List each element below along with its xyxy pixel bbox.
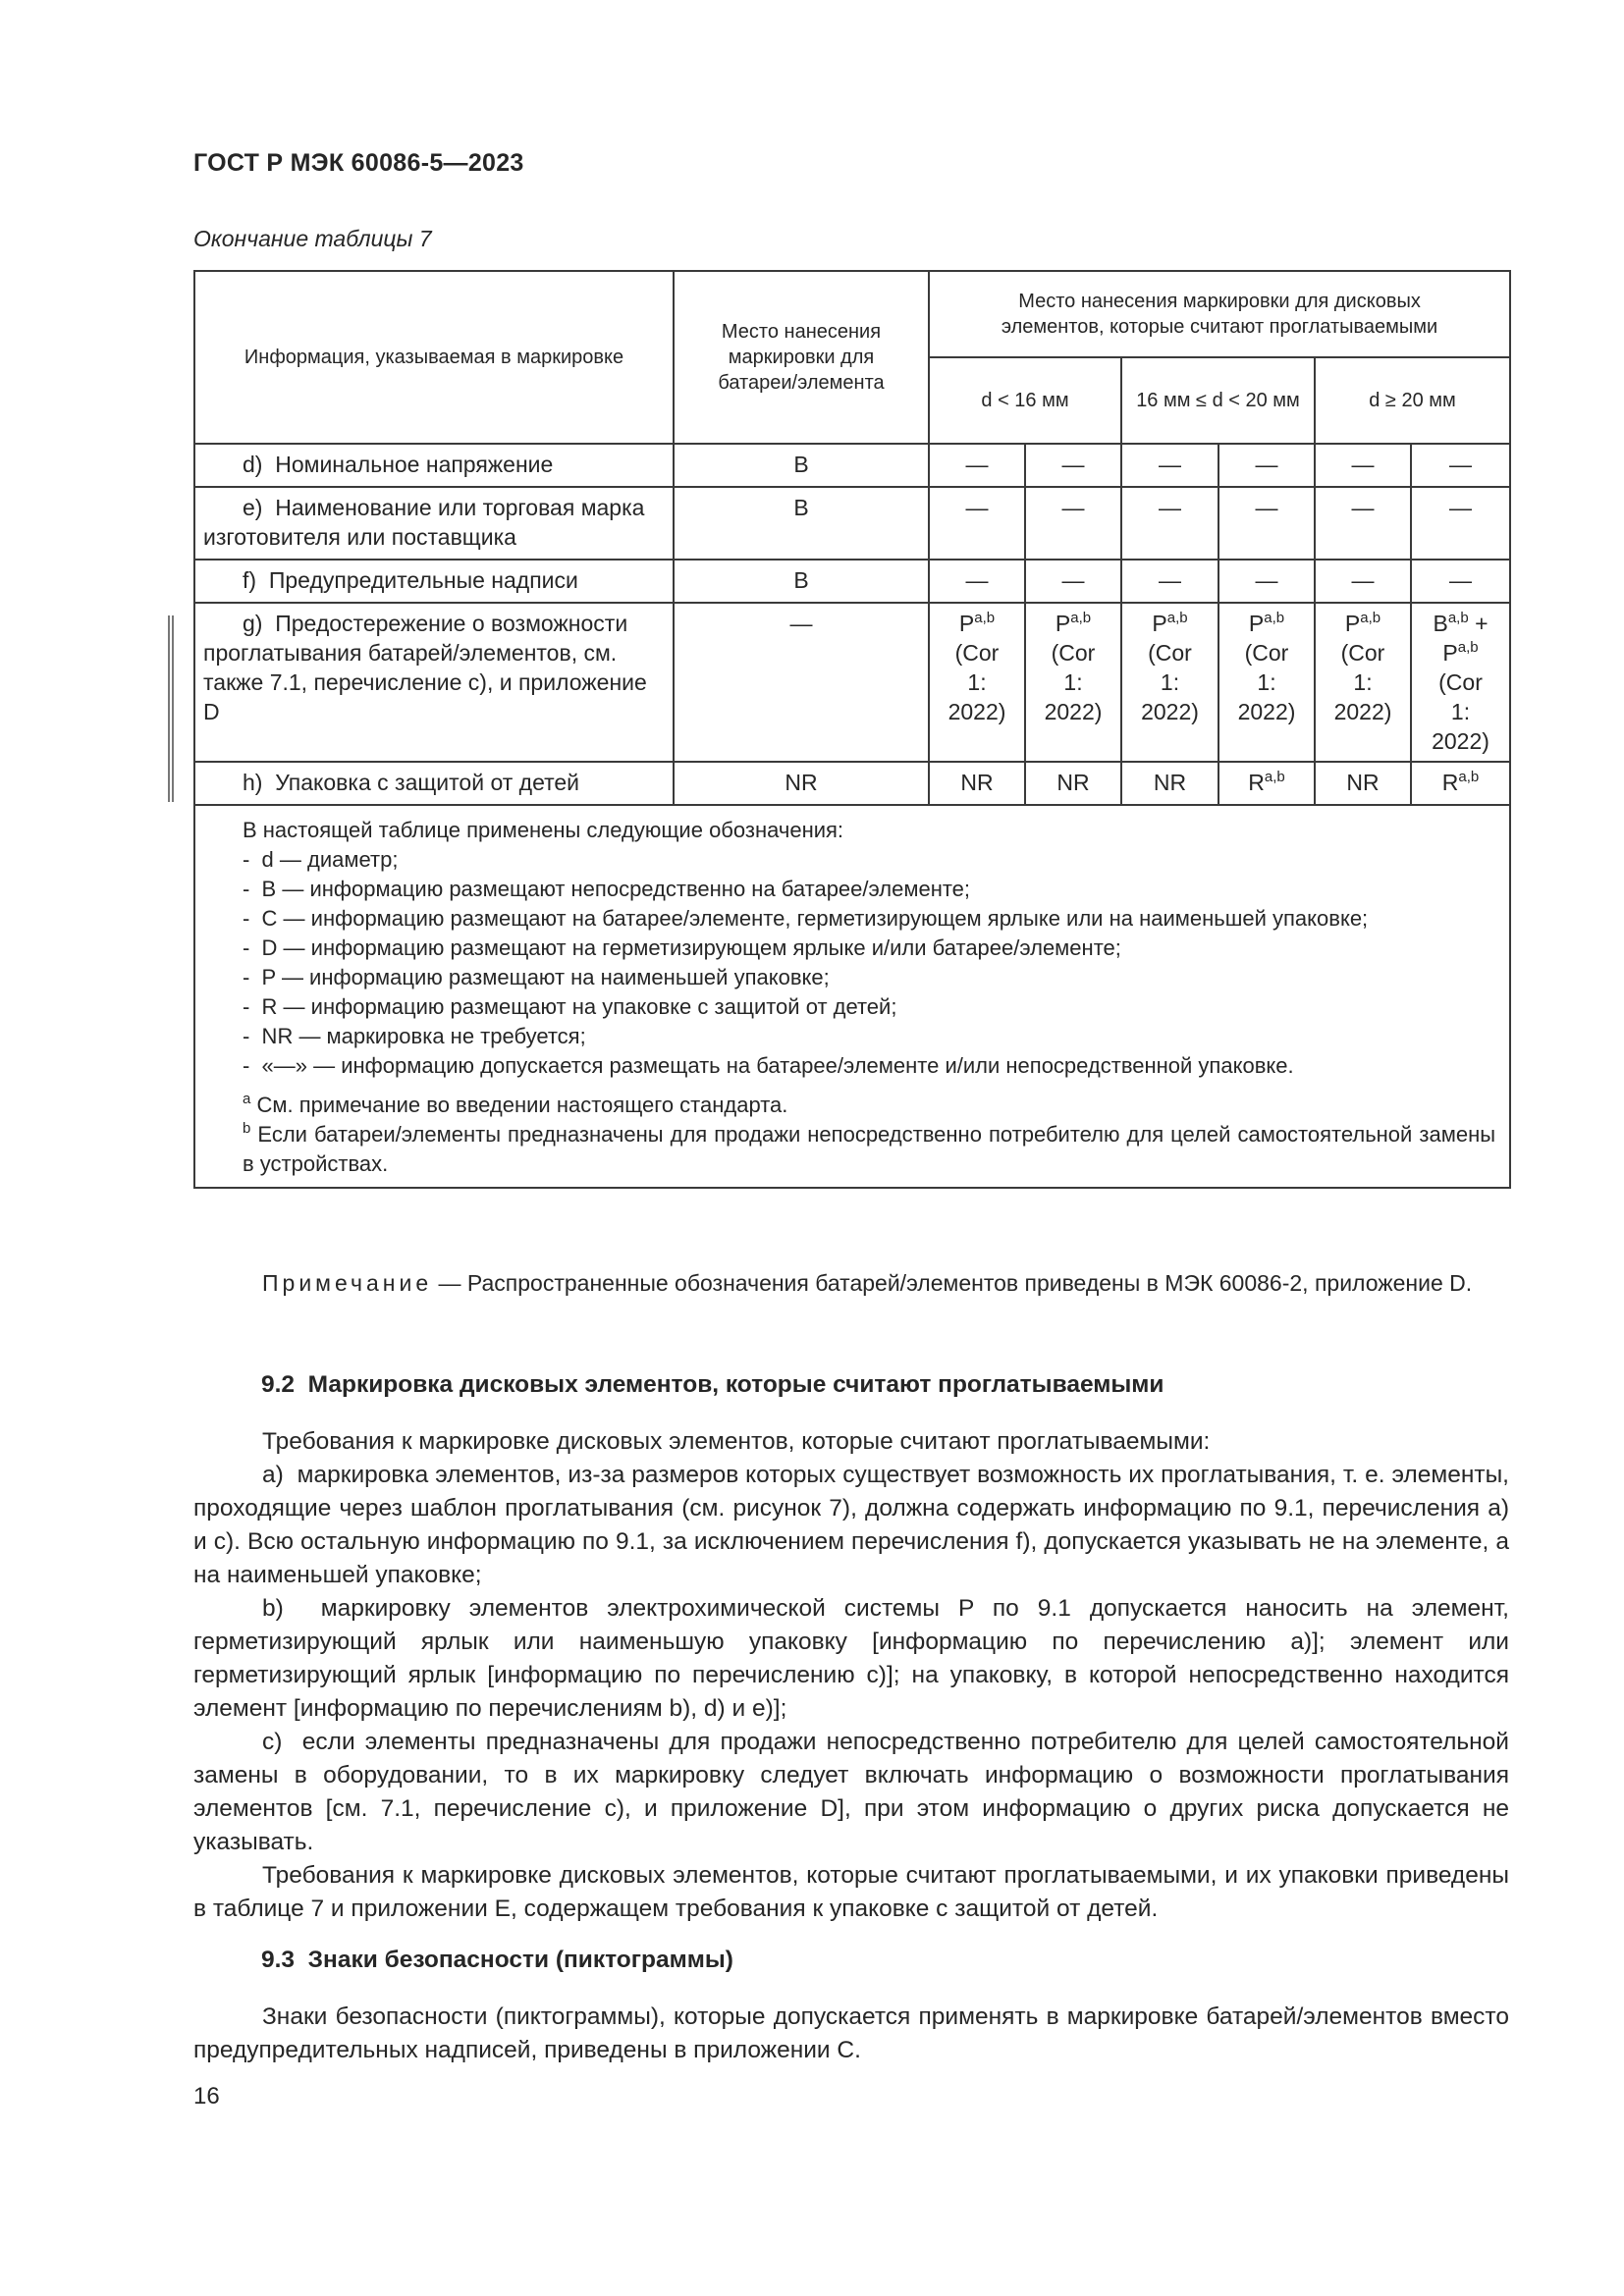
row-label: h) Упаковка с защитой от детей	[243, 770, 580, 795]
cell-cor: (Cor	[1340, 640, 1385, 666]
notes-item: - P — информацию размещают на наименьшей упаковке;	[243, 965, 830, 989]
cell-letter: P	[1055, 611, 1071, 636]
cell-cor: (Cor	[1051, 640, 1096, 666]
notes-item: - B — информацию размещают непосредственно на батарее/элементе;	[243, 877, 971, 901]
table-caption: Окончание таблицы 7	[193, 226, 432, 251]
paragraph: a) маркировка элементов, из-за размеров которых существует возможность их проглатывания, т. е. элементы, проходящие через шаблон проглатывания (см. рисунок 7), должна содержать информацию по 9.1, перечисления a) и c). Всю остальную информацию по 9.1, за исключением перечисления f), допускается указывать не на элементе, а на наименьшей упаковке;	[193, 1462, 1509, 1588]
cell-cor: 2022)	[1333, 699, 1392, 724]
table-cell: —	[929, 560, 1025, 603]
cell-cor: (Cor	[954, 640, 1000, 666]
table-cell	[1315, 603, 1411, 762]
paragraph: Знаки безопасности (пиктограммы), которые допускается применять в маркировке батарей/элементов вместо предупредительных надписей, приведены в приложении C.	[193, 2003, 1509, 2063]
table-cell: NR	[1315, 762, 1411, 805]
table-cell: —	[1025, 560, 1121, 603]
table-cell: —	[1411, 487, 1510, 560]
table-cell: —	[1121, 560, 1218, 603]
table-cell: —	[1411, 560, 1510, 603]
row-label: e) Наименование или торговая марка изготовителя или поставщика	[194, 487, 674, 560]
cell-sup: a,b	[1264, 769, 1285, 785]
table-cell: —	[1218, 560, 1315, 603]
cell-cor: 1:	[1063, 669, 1083, 695]
footnote-text: Если батареи/элементы предназначены для продажи непосредственно потребителю для целей самостоятельной замены в устройствах.	[243, 1122, 1496, 1176]
cell-cor: 1:	[967, 669, 987, 695]
paragraph: c) если элементы предназначены для продажи непосредственно потребителю для целей самостоятельной замены в оборудовании, то в их маркировку следует включать информацию о возможности проглатывания элементов [см. 7.1, перечисление c), и приложение D], при этом информацию о других риска допускается не указывать.	[193, 1729, 1509, 1855]
table-cell: NR	[1121, 762, 1218, 805]
cell-sup: a,b	[1360, 610, 1381, 626]
cell-cor: (Cor	[1148, 640, 1192, 666]
table-cell	[1411, 762, 1510, 805]
header-battery-place: Место нанесения маркировки для батареи/элемента	[674, 271, 929, 444]
cell-sup: a,b	[1447, 610, 1469, 626]
cell-cor: 1:	[1353, 669, 1373, 695]
cell-sup: a,b	[1166, 610, 1188, 626]
section-9-3-title: 9.3 Знаки безопасности (пиктограммы)	[261, 1947, 733, 1973]
header-d-less-16: d < 16 мм	[929, 357, 1121, 444]
page-number: 16	[193, 2083, 220, 2109]
cell-letter: B	[1433, 611, 1448, 636]
cell-letter: P	[1152, 611, 1167, 636]
battery-cell: B	[674, 560, 929, 603]
row-label: f) Предупредительные надписи	[243, 567, 578, 593]
cell-cor: 2022)	[1237, 699, 1296, 724]
table-cell: —	[1315, 444, 1411, 487]
section-9-2-body	[193, 1425, 1509, 1926]
table-row	[194, 560, 1510, 603]
cell-cor: 2022)	[1044, 699, 1103, 724]
notes-item: - «—» — информацию допускается размещать на батарее/элементе и/или непосредственной упаковке.	[243, 1053, 1294, 1078]
document-header: ГОСТ Р МЭК 60086-5—2023	[193, 149, 524, 177]
table-cell: —	[929, 487, 1025, 560]
paragraph: b) маркировку элементов электрохимической системы P по 9.1 допускается наносить на элемент, герметизирующий ярлык или наименьшую упаковку [информацию по перечислению a)]; элемент или герметизирующий ярлык [информацию по перечислению c)]; на упаковку, в которой непосредственно находится элемент [информацию по перечислениям b), d) и e)];	[193, 1595, 1509, 1722]
table-cell	[1218, 603, 1315, 762]
battery-cell: NR	[674, 762, 929, 805]
table-row	[194, 444, 1510, 487]
table-cell: —	[1218, 444, 1315, 487]
battery-cell: B	[674, 487, 929, 560]
table-row	[194, 762, 1510, 805]
table-notes	[194, 805, 1510, 1188]
cell-letter: P	[958, 611, 975, 636]
revision-margin-mark	[168, 615, 174, 802]
header-d-16-20: 16 мм ≤ d < 20 мм	[1121, 357, 1315, 444]
table-cell: —	[929, 444, 1025, 487]
cell-cor: (Cor	[1244, 640, 1289, 666]
notes-item: - NR — маркировка не требуется;	[243, 1024, 586, 1048]
cell-cor: (Cor	[1438, 669, 1483, 695]
notes-item: - d — диаметр;	[243, 847, 399, 872]
notes-item: - C — информацию размещают на батарее/элементе, герметизирующем ярлыке или на наименьшей упаковке;	[243, 906, 1369, 931]
cell-letter: P	[1344, 611, 1361, 636]
section-9-2-title: 9.2 Маркировка дисковых элементов, которые считают проглатываемыми	[261, 1371, 1164, 1398]
table-cell: NR	[1025, 762, 1121, 805]
table-cell	[1121, 603, 1218, 762]
cell-letter: P	[1248, 611, 1265, 636]
cell-cor: 2022)	[1432, 728, 1489, 754]
footnote-mark: b	[243, 1120, 251, 1137]
cell-plus: +	[1475, 611, 1489, 636]
table-cell: —	[1218, 487, 1315, 560]
note-text: — Распространенные обозначения батарей/элементов приведены в МЭК 60086-2, приложение D.	[438, 1270, 1473, 1296]
footnote-a	[243, 1091, 1495, 1120]
cell-cor: 1:	[1160, 669, 1180, 695]
row-label: d) Номинальное напряжение	[243, 452, 554, 477]
footnote-b	[243, 1120, 1495, 1179]
cell-cor: 1:	[1450, 699, 1471, 724]
notes-item: - D — информацию размещают на герметизирующем ярлыке и/или батарее/элементе;	[243, 935, 1121, 960]
cell-sup: a,b	[1458, 769, 1480, 785]
paragraph: Требования к маркировке дисковых элементов, которые считают проглатываемыми:	[262, 1428, 1211, 1455]
battery-cell: —	[674, 603, 929, 762]
note-label: Примечание	[262, 1270, 433, 1296]
table-cell: —	[1025, 444, 1121, 487]
cell-cor: 1:	[1257, 669, 1276, 695]
table-cell	[1218, 762, 1315, 805]
battery-cell: B	[674, 444, 929, 487]
table-note	[193, 1266, 1509, 1300]
table-cell	[1411, 603, 1510, 762]
table-cell: —	[1121, 444, 1218, 487]
paragraph: Требования к маркировке дисковых элементов, которые считают проглатываемыми, и их упаковки приведены в таблице 7 и приложении E, содержащем требования к упаковке с защитой от детей.	[193, 1862, 1509, 1922]
header-info: Информация, указываемая в маркировке	[194, 271, 674, 444]
table-cell	[929, 603, 1025, 762]
table-cell: —	[1025, 487, 1121, 560]
table-cell	[1025, 603, 1121, 762]
cell-sup: a,b	[1070, 610, 1092, 626]
cell-sup: a,b	[1264, 610, 1285, 626]
table-cell: —	[1121, 487, 1218, 560]
notes-item: - R — информацию размещают на упаковке с защитой от детей;	[243, 994, 897, 1019]
cell-letter: R	[1441, 770, 1459, 795]
footnote-text: См. примечание во введении настоящего стандарта.	[256, 1093, 788, 1117]
notes-intro: В настоящей таблице применены следующие обозначения:	[243, 818, 844, 842]
table-cell: —	[1315, 487, 1411, 560]
row-label: g) Предостережение о возможности проглатывания батарей/элементов, см. также 7.1, перечисление c), и приложение D	[194, 603, 674, 762]
cell-sup: a,b	[974, 610, 996, 626]
cell-letter: P	[1442, 640, 1458, 666]
table-7	[193, 270, 1511, 1189]
table-row	[194, 603, 1510, 762]
header-button-place: Место нанесения маркировки для дисковых элементов, которые считают проглатываемыми	[929, 271, 1510, 357]
footnote-mark: a	[243, 1091, 251, 1107]
section-9-3-body	[193, 2001, 1509, 2067]
cell-cor: 2022)	[1141, 699, 1199, 724]
table-cell: —	[1315, 560, 1411, 603]
header-d-20-plus: d ≥ 20 мм	[1315, 357, 1510, 444]
table-cell: NR	[929, 762, 1025, 805]
cell-cor: 2022)	[947, 699, 1006, 724]
cell-sup: a,b	[1457, 639, 1479, 656]
table-cell: —	[1411, 444, 1510, 487]
cell-letter: R	[1248, 770, 1265, 795]
table-row	[194, 487, 1510, 560]
